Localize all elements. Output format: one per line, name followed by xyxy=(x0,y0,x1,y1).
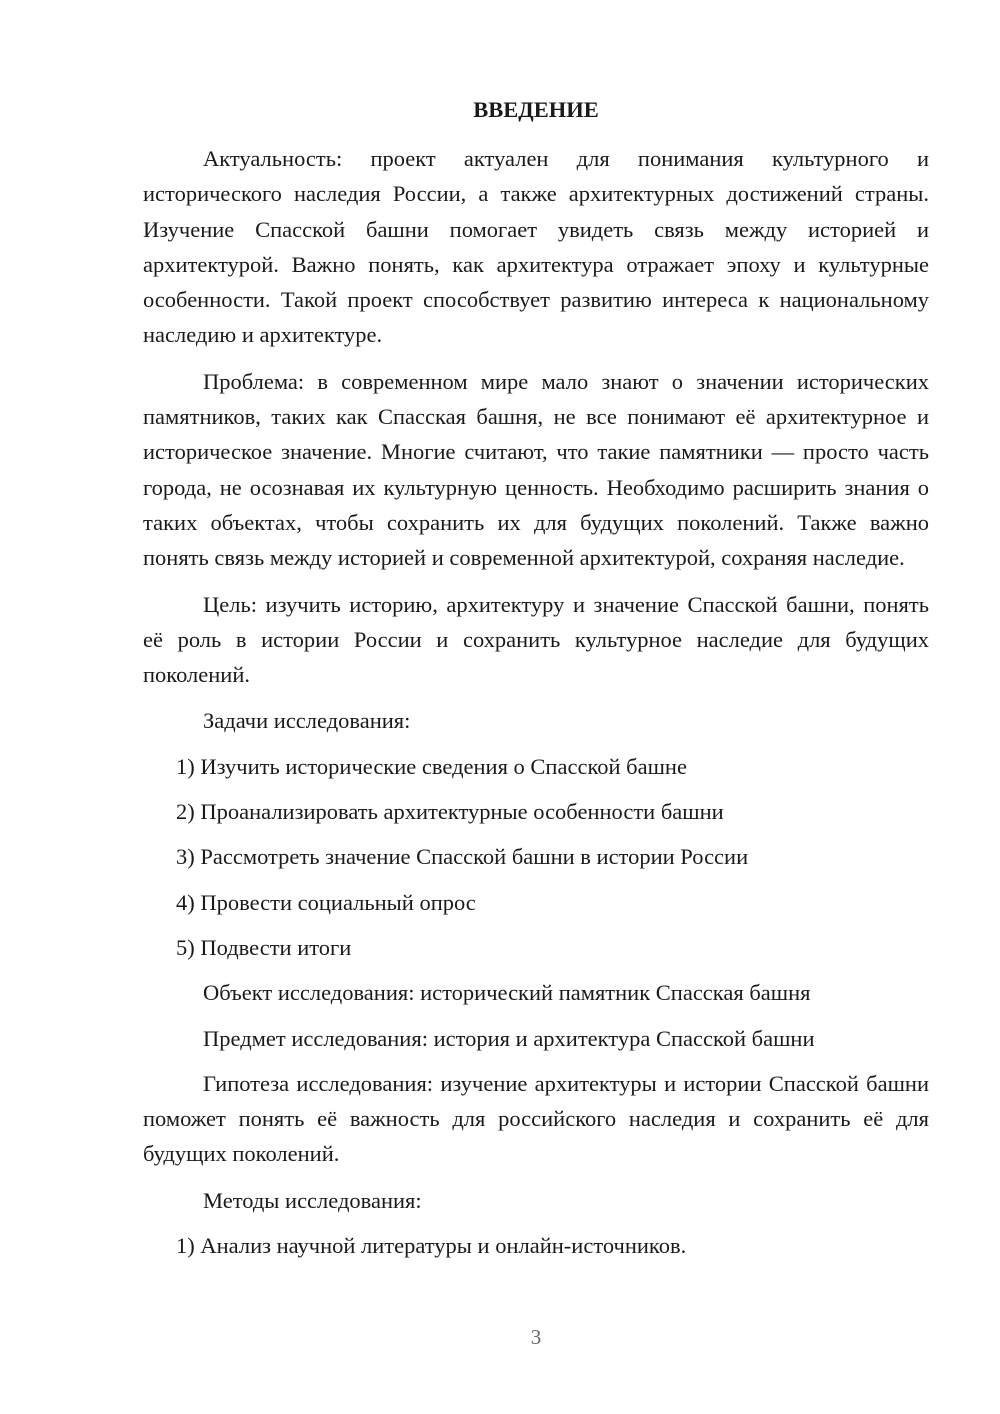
methods-list xyxy=(143,1228,929,1263)
hypothesis-paragraph: Гипотеза исследования: изучение архитектуры и истории Спасской башни поможет понять её важность для российского наследия и сохранить её для будущих поколений. xyxy=(143,1070,929,1167)
relevance-paragraph: Актуальность: проект актуален для понимания культурного и исторического наследия России, а также архитектурных достижений страны. Изучение Спасской башни помогает увидеть связь между историей и архитектурой. Важно понять, как архитектура отражает эпоху и культурные особенности. Такой проект способствует развитию интереса к национальному наследию и архитектуре. xyxy=(143,146,929,348)
method-item: 1) Анализ научной литературы и онлайн-источников. xyxy=(176,1233,687,1259)
research-subject: Предмет исследования: история и архитектура Спасской башни xyxy=(203,1025,815,1051)
task-item: 4) Провести социальный опрос xyxy=(176,889,476,915)
section-title: ВВЕДЕНИЕ xyxy=(473,97,599,122)
research-object: Объект исследования: исторический памятник Спасская башня xyxy=(203,980,811,1006)
goal-paragraph: Цель: изучить историю, архитектуру и значение Спасской башни, понять её роль в истории России и сохранить культурное наследие для будущих поколений. xyxy=(143,591,929,688)
task-item: 3) Рассмотреть значение Спасской башни в истории России xyxy=(176,844,749,870)
task-item: 2) Проанализировать архитектурные особенности башни xyxy=(176,799,724,825)
methods-label: Методы исследования: xyxy=(203,1187,422,1213)
task-item: 1) Изучить исторические сведения о Спасской башне xyxy=(176,753,687,779)
tasks-list xyxy=(143,749,929,965)
task-item: 5) Подвести итоги xyxy=(176,934,352,960)
document-page xyxy=(143,92,929,1263)
page-number: 3 xyxy=(530,1325,542,1349)
problem-paragraph: Проблема: в современном мире мало знают о значении исторических памятников, таких как Спасская башня, не все понимают её архитектурное и историческое значение. Многие считают, что такие памятники — просто часть города, не осознавая их культурную ценность. Необходимо расширить знания о таких объектах, чтобы сохранить их для будущих поколений. Также важно понять связь между историей и современной архитектурой, сохраняя наследие. xyxy=(143,368,929,571)
tasks-label: Задачи исследования: xyxy=(203,708,411,734)
